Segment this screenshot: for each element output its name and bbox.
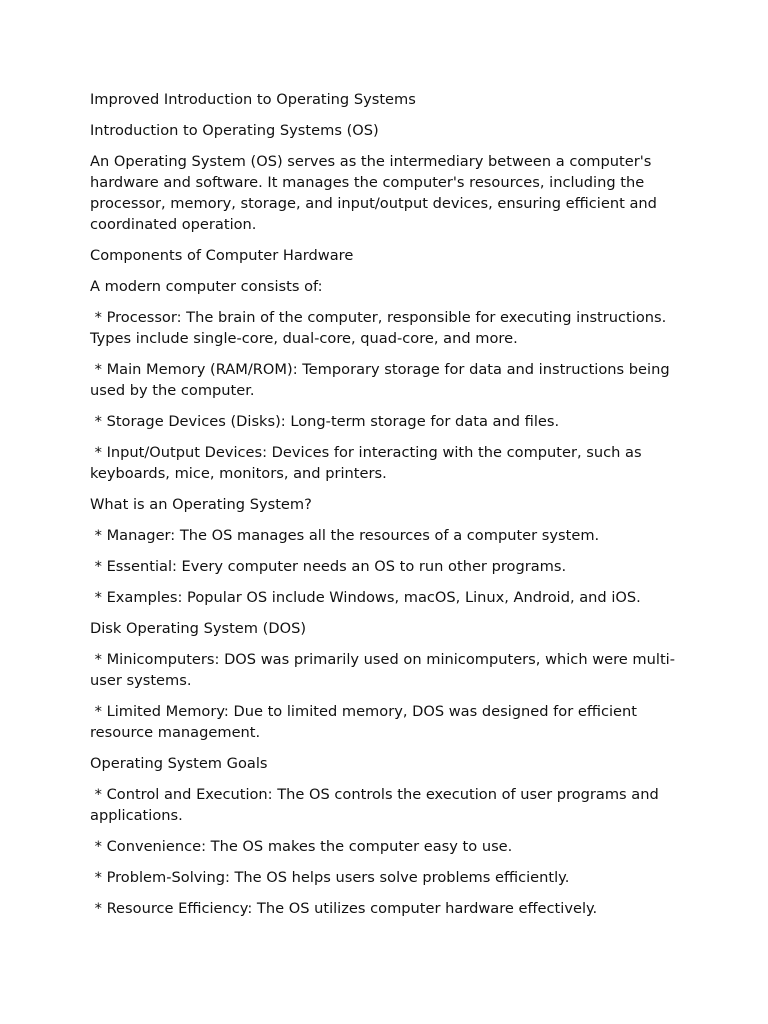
list-item-manager: * Manager: The OS manages all the resources of a computer system. <box>90 526 600 544</box>
list-item-convenience: * Convenience: The OS makes the computer easy to use. <box>90 837 513 855</box>
list-item-problem-solving: * Problem-Solving: The OS helps users solve problems efficiently. <box>90 868 570 886</box>
list-item-examples: * Examples: Popular OS include Windows, macOS, Linux, Android, and iOS. <box>90 588 641 606</box>
section-heading-os-goals: Operating System Goals <box>90 754 268 772</box>
list-item-control-execution: * Control and Execution: The OS controls the execution of user programs and applications. <box>90 785 664 824</box>
section-heading-hardware: Components of Computer Hardware <box>90 246 354 264</box>
list-item-storage-devices: * Storage Devices (Disks): Long-term storage for data and files. <box>90 412 560 430</box>
section-heading-intro: Introduction to Operating Systems (OS) <box>90 122 379 140</box>
list-item-io-devices: * Input/Output Devices: Devices for interacting with the computer, such as keyboards, mice, monitors, and printers. <box>90 443 647 482</box>
list-item-processor: * Processor: The brain of the computer, responsible for executing instructions. Types include single-core, dual-core, quad-core, and more. <box>90 308 671 347</box>
intro-paragraph: An Operating System (OS) serves as the intermediary between a computer's hardware and software. It manages the computer's resources, including the processor, memory, storage, and input/output devices, ensuring efficient and coordinated operation. <box>90 153 662 233</box>
section-heading-what-is-os: What is an Operating System? <box>90 495 312 513</box>
section-heading-dos: Disk Operating System (DOS) <box>90 620 307 637</box>
list-item-main-memory: * Main Memory (RAM/ROM): Temporary storage for data and instructions being used by the computer. <box>90 360 675 399</box>
hardware-lead-in: A modern computer consists of: <box>90 277 323 295</box>
document-title: Improved Introduction to Operating Systems <box>90 91 416 108</box>
list-item-resource-efficiency: * Resource Efficiency: The OS utilizes computer hardware effectively. <box>90 900 598 918</box>
list-item-essential: * Essential: Every computer needs an OS to run other programs. <box>90 557 567 575</box>
list-item-limited-memory: * Limited Memory: Due to limited memory, DOS was designed for efficient resource management. <box>90 702 642 741</box>
document-page <box>90 90 690 930</box>
list-item-minicomputers: * Minicomputers: DOS was primarily used on minicomputers, which were multi-user systems. <box>90 651 675 689</box>
